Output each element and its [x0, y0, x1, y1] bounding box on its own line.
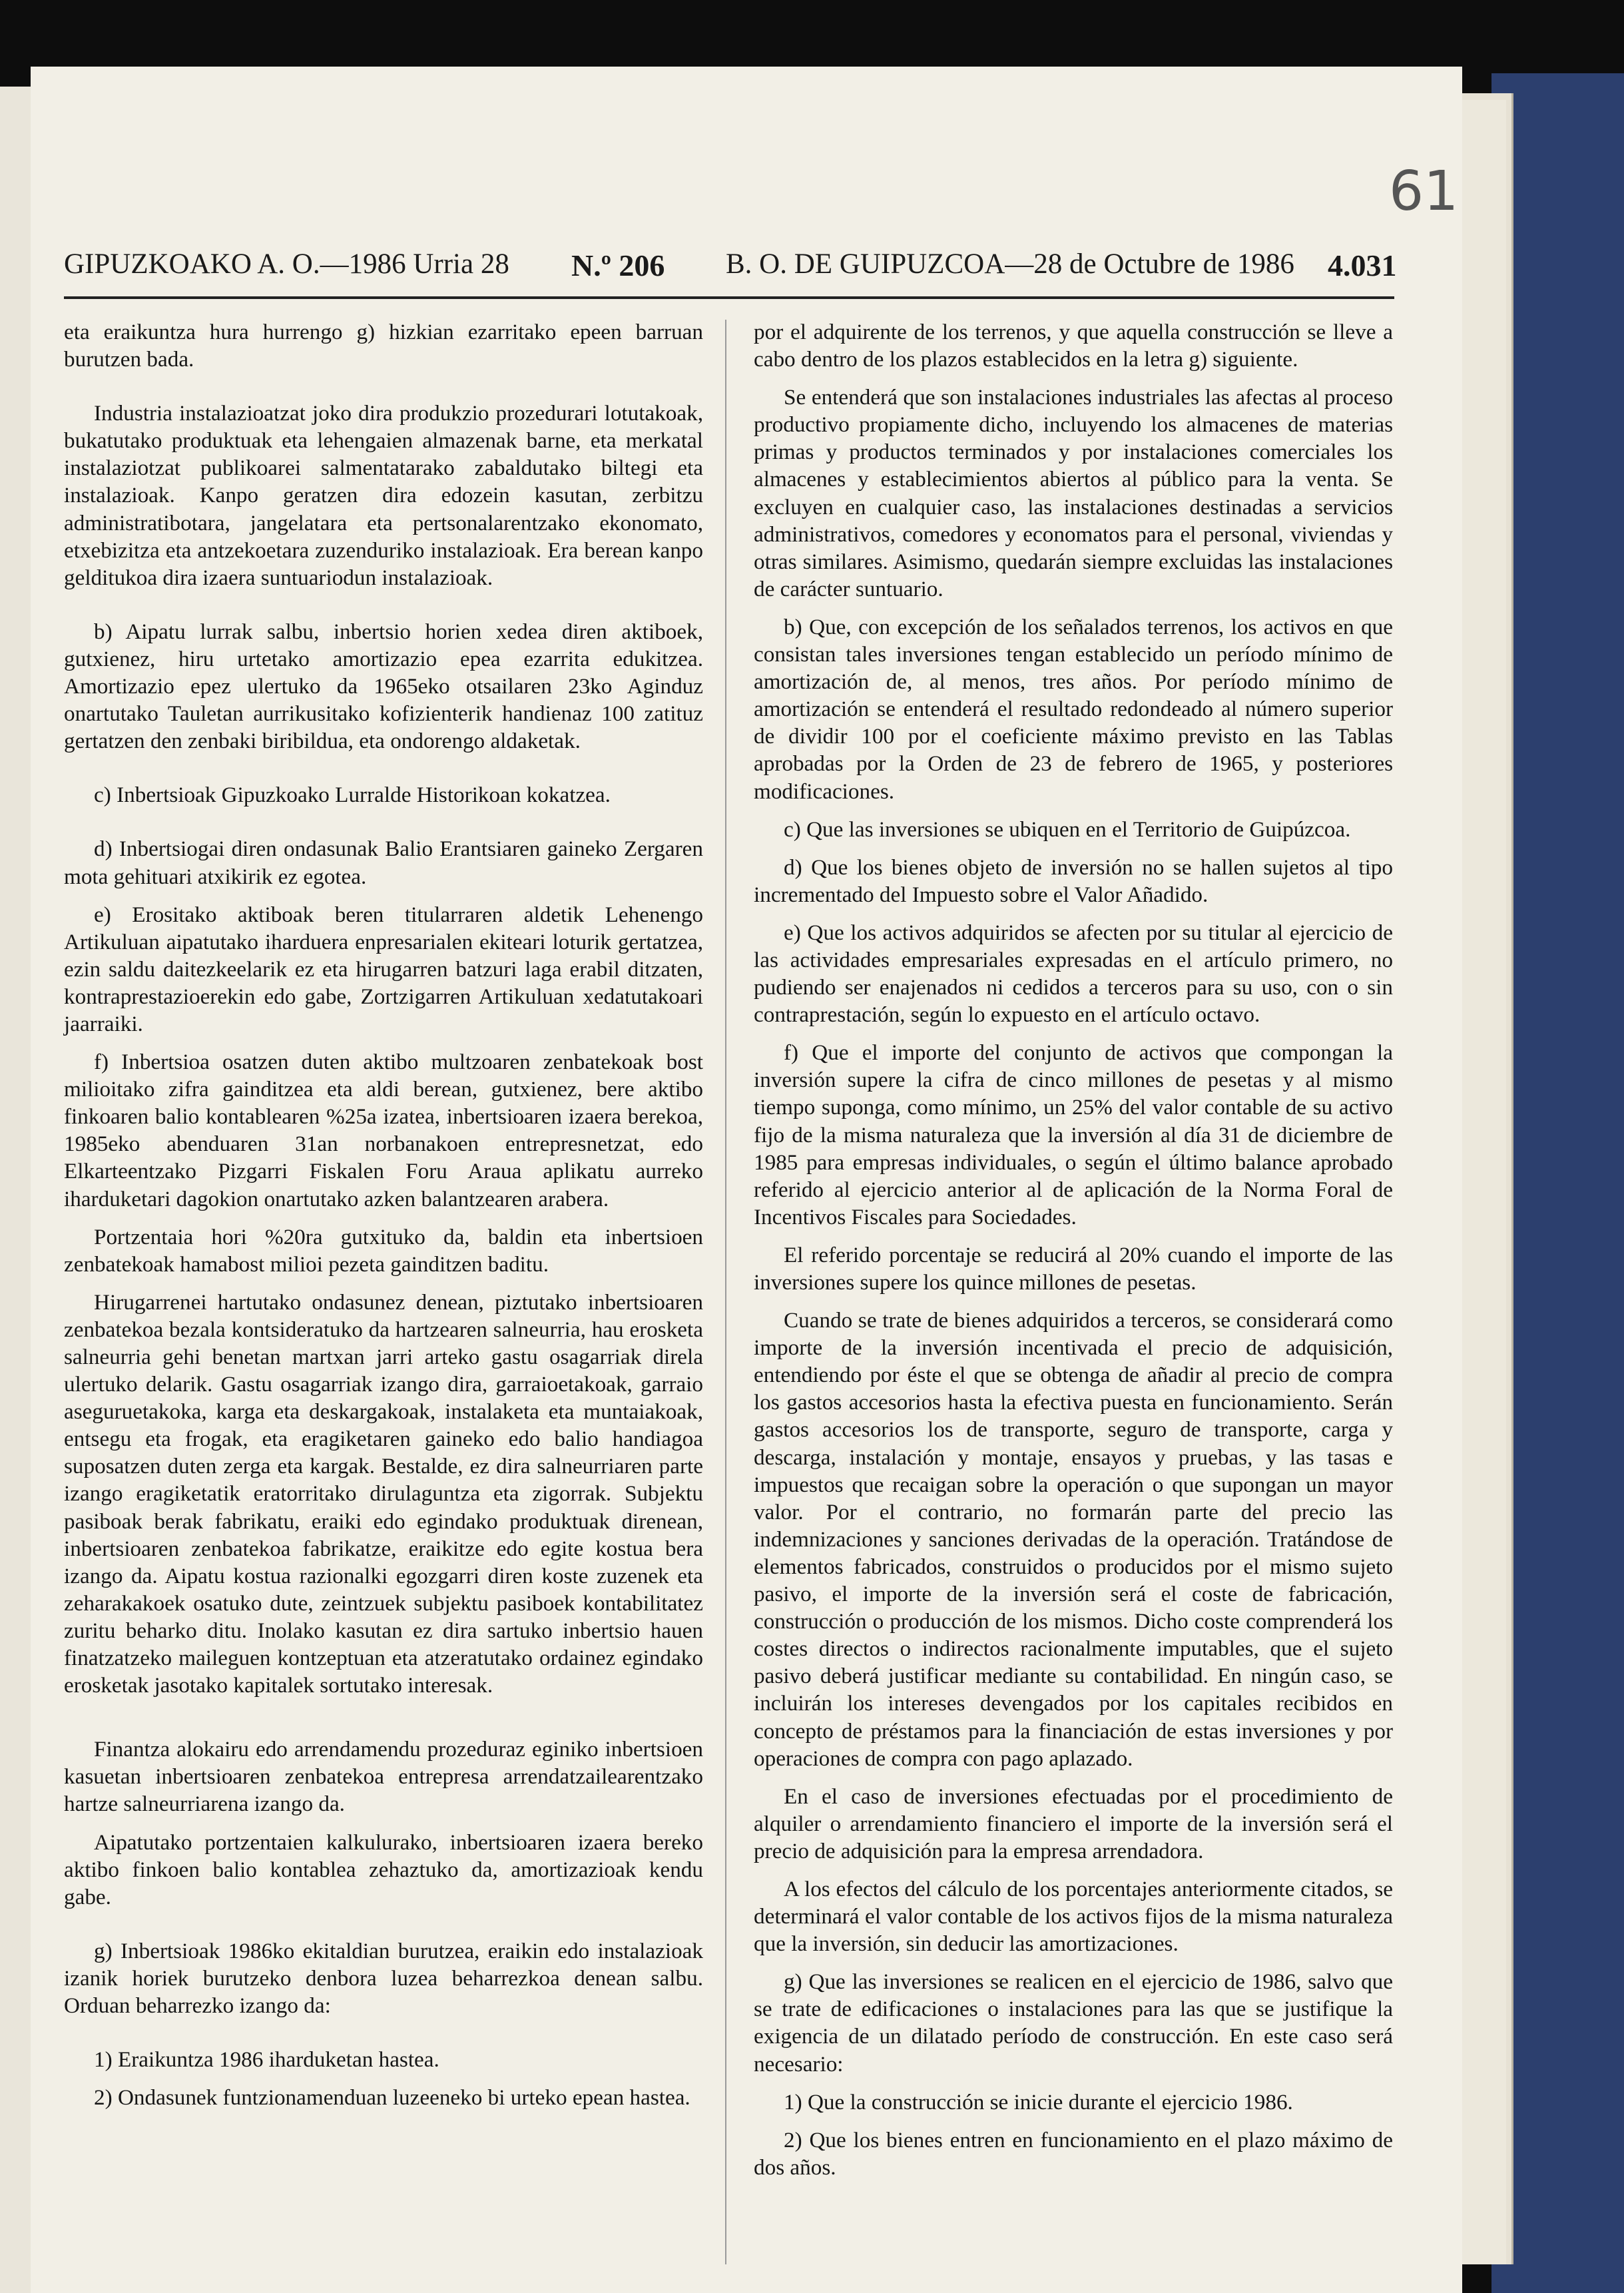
paragraph: Aipatutako portzentaien kalkulurako, inbertsioaren izaera bereko aktibo finkoen balio kontablea zehaztuko da, amortizazioak kendu gabe. [64, 1829, 703, 1909]
paragraph: Cuando se trate de bienes adquiridos a terceros, se considerará como importe de la inversión incentivada el precio de adquisición, entendiendo por éste el que se obtenga de añadir al precio de compra los gastos accesorios hasta la efectiva puesta en funcionamiento. Serán gastos accesorios los de transporte, seguro de transporte, carga y descarga, instalación y montaje, ensayos y pruebas, y las tasas e impuestos que recaigan sobre la operación o que supongan un mayor valor. Por el contrario, no formarán parte del precio las indemnizaciones y sanciones derivadas de la operación. Tratándose de elementos fabricados, construidos o producidos por el mismo sujeto pasivo, el importe de la inversión será el coste de fabricación, construcción o producción de los mismos. Dicho coste comprenderá los costes directos o indirectos racionalmente imputables, que el sujeto pasivo deberá justificar mediante su contabilidad. En ningún caso, se incluirán los intereses devengados por los capitales recibidos en concepto de préstamos para la financiación de estas inversiones y por operaciones de compra con pago aplazado. [754, 1308, 1393, 1771]
paragraph: 1) Que la construcción se inicie durante el ejercicio 1986. [784, 2089, 1293, 2115]
paragraph: 2) Ondasunek funtzionamenduan luzeeneko bi urteko epean hastea. [94, 2085, 690, 2111]
paragraph: g) Inbertsioak 1986ko ekitaldian burutzea, eraikin edo instalazioak izanik horiek burutzeko denbora luzea beharrezkoa denean salbu. Orduan beharrezko izango da: [64, 1938, 703, 2018]
header-rule [64, 296, 1394, 299]
handwritten-page-number: 61 [1389, 160, 1459, 223]
paragraph: d) Que los bienes objeto de inversión no se hallen sujetos al tipo incrementado del Impuesto sobre el Valor Añadido. [754, 854, 1393, 907]
spanish-column [754, 318, 1393, 2270]
paragraph: b) Que, con excepción de los señalados terrenos, los activos en que consistan tales inversiones tengan establecido un período mínimo de amortización de, al menos, tres años. Por período mínimo de amortización se entenderá el resultado redondeado al número superior de dividir 100 por el coeficiente máximo previsto en las Tablas aprobadas por la Orden de 23 de febrero de 1965, y posteriores modificaciones. [754, 614, 1393, 804]
paragraph: En el caso de inversiones efectuadas por el procedimiento de alquiler o arrendamiento financiero el importe de la inversión será el precio de adquisición para la empresa arrendadora. [754, 1784, 1393, 1863]
paragraph: Se entenderá que son instalaciones industriales las afectas al proceso productivo propiamente dicho, incluyendo los almacenes de materias primas y productos terminados y por instalaciones comerciales los almacenes y establecimientos abiertos al público para la venta. Se excluyen en cualquier caso, las instalaciones destinadas a servicios administrativos, comedores y economatos para el personal, viviendas y otras similares. Asimismo, quedarán siempre excluidas las instalaciones de carácter suntuario. [754, 385, 1393, 601]
basque-column [64, 318, 703, 2270]
paragraph: Portzentaia hori %20ra gutxituko da, baldin eta inbertsioen zenbatekoak hamabost milioi pezeta gainditzen baditu. [64, 1224, 703, 1277]
paragraph: e) Erositako aktiboak beren titularraren aldetik Lehenengo Artikuluan aipatutako iharduera enpresarialen ekiteari loturik gertatzea, ezin saldu daitezkeelarik ez eta hirugarren batzuri laga erabil ditzaten, kontraprestazioerekin edo gabe, Zortzigarren Artikuluan xedatutakoari jaarraiki. [64, 902, 703, 1036]
paragraph: Industria instalazioatzat joko dira produkzio prozedurari lotutakoak, bukatutako produktuak eta lehengaien almazenak barne, eta merkatal instalaziotzat publikoarei salmentatarako zabaldutako biltegi eta instalazioak. Kanpo geratzen dira edozein kasutan, zerbitzu administratibotara, jangelatara eta pertsonalarentzako ekonomato, etxebizitza eta antzekoetara zuzenduriko instalazioak. Era berean kanpo gelditukoa dira izaera suntuariodun instalazioak. [64, 401, 703, 590]
paragraph: Finantza alokairu edo arrendamendu prozeduraz eginiko inbertsioen kasuetan inbertsioaren zenbatekoa entrepresa arrendatzailearentzako hartze salneurriarena izango da. [64, 1737, 703, 1817]
header-basque-title: GIPUZKOAKO A. O.—1986 Urria 28 [64, 248, 509, 280]
paragraph: por el adquirente de los terrenos, y que aquella construcción se lleve a cabo dentro de los plazos establecidos en la letra g) siguiente. [754, 320, 1393, 372]
document-page [31, 67, 1462, 2293]
page-header [64, 241, 1397, 288]
paragraph: g) Que las inversiones se realicen en el ejercicio de 1986, salvo que se trate de edificaciones o instalaciones para las que se justifique la exigencia de un dilatado período de construcción. En este caso será necesario: [754, 1969, 1393, 2077]
paragraph: A los efectos del cálculo de los porcentajes anteriormente citados, se determinará el valor contable de los activos fijos de la misma naturaleza que la inversión, sin deducir las amortizaciones. [754, 1876, 1393, 1957]
header-page-number: 4.031 [1328, 248, 1397, 282]
paragraph: c) Inbertsioak Gipuzkoako Lurralde Historikoan kokatzea. [94, 783, 611, 808]
header-spanish-title: B. O. DE GUIPUZCOA—28 de Octubre de 1986 [726, 248, 1294, 280]
paragraph: f) Que el importe del conjunto de activos que compongan la inversión supere la cifra de cinco millones de pesetas y al mismo tiempo suponga, como mínimo, un 25% del valor contable de su activo fijo de la misma naturaleza que la inversión al día 31 de diciembre de 1985 para empresas individuales, o según el último balance aprobado referido al ejercicio anterior al de aplicación de la Norma Foral de Incentivos Fiscales para Sociedades. [754, 1040, 1393, 1229]
column-divider [725, 320, 726, 2264]
paragraph: f) Inbertsioa osatzen duten aktibo multzoaren zenbatekoak bost milioitako zifra gainditzea eta aldi berean, gutxienez, bere aktibo finkoaren balio kontablearen %25a izatea, inbertsioaren izaera berekoa, 1985eko abenduaren 31an norbanakoen entrepresnetzat, edo Elkarteentzako Pizgarri Fiskalen Foru Araua aplikatu aurreko iharduketari dagokion onartutako azken balantzearen arabera. [64, 1050, 703, 1211]
paragraph: e) Que los activos adquiridos se afecten por su titular al ejercicio de las actividades empresariales expresadas en el artículo primero, no pudiendo ser enajenados ni cedidos a terceros para su uso, con o sin contraprestación, según lo expuesto en el artículo octavo. [754, 920, 1393, 1028]
header-issue-number: N.º 206 [571, 248, 665, 282]
previous-page-edge [0, 87, 33, 2293]
paragraph: El referido porcentaje se reducirá al 20% cuando el importe de las inversiones supere los quince millones de pesetas. [754, 1242, 1393, 1295]
paragraph: 2) Que los bienes entren en funcionamiento en el plazo máximo de dos años. [754, 2127, 1393, 2180]
paragraph: b) Aipatu lurrak salbu, inbertsio horien xedea diren aktiboek, gutxienez, hiru urtetako amortizazio epea ezarrita edukitzea. Amortizazio epez ulertuko da 1965eko otsailaren 23ko Aginduz onartutako Tauletan aurrikusitako kofizienterik handienaz 100 zatituz gertatzen den zenbaki biribildua, eta ondorengo aldaketak. [64, 619, 703, 754]
paragraph: eta eraikuntza hura hurrengo g) hizkian ezarritako epeen barruan burutzen bada. [64, 320, 703, 372]
paragraph: d) Inbertsiogai diren ondasunak Balio Erantsiaren gaineko Zergaren mota gehituari atxikirik ez egotea. [64, 836, 703, 889]
paragraph: c) Que las inversiones se ubiquen en el Territorio de Guipúzcoa. [784, 817, 1351, 842]
paragraph: Hirugarrenei hartutako ondasunez denean, piztutako inbertsioaren zenbatekoa bezala kontsideratuko da hartzearen salneurria, hau erosketa salneurria gehi benetan martxan jarri arteko gastu osagarriak direla ulertuko delarik. Gastu osagarriak izango dira, garraioetakoak, garraio aseguruetakoka, karga eta deskargakoak, instalaketa eta muntaiakoak, entsegu eta frogak, eta eragiketaren gaineko edo balio handiagoa suposatzen duten zerga eta kargak. Bestalde, ez dira salneurriaren parte izango eragiketatik eratorritako dirulaguntza eta zigorrak. Subjektu pasiboak berak fabrikatu, eraiki edo egindako produktuak direnean, inbertsioaren zenbatekoa fabrikatze, eraikitze edo egite kostua bera izango da. Aipatu kostua razionalki egozgarri diren koste zuzenek eta zeharakakoek osatuko dute, zeintzuek subjektu pasiboek kontabilitatez zuritu beharko ditu. Inolako kasutan ez dira sartuko inbertsio hauen finatzatzeko maileguen kontzeptuan eta atzeratutako ordainez egindako erosketak jasotako kapitalek sortutako interesak. [64, 1289, 703, 1698]
paragraph: 1) Eraikuntza 1986 iharduketan hastea. [94, 2047, 439, 2073]
